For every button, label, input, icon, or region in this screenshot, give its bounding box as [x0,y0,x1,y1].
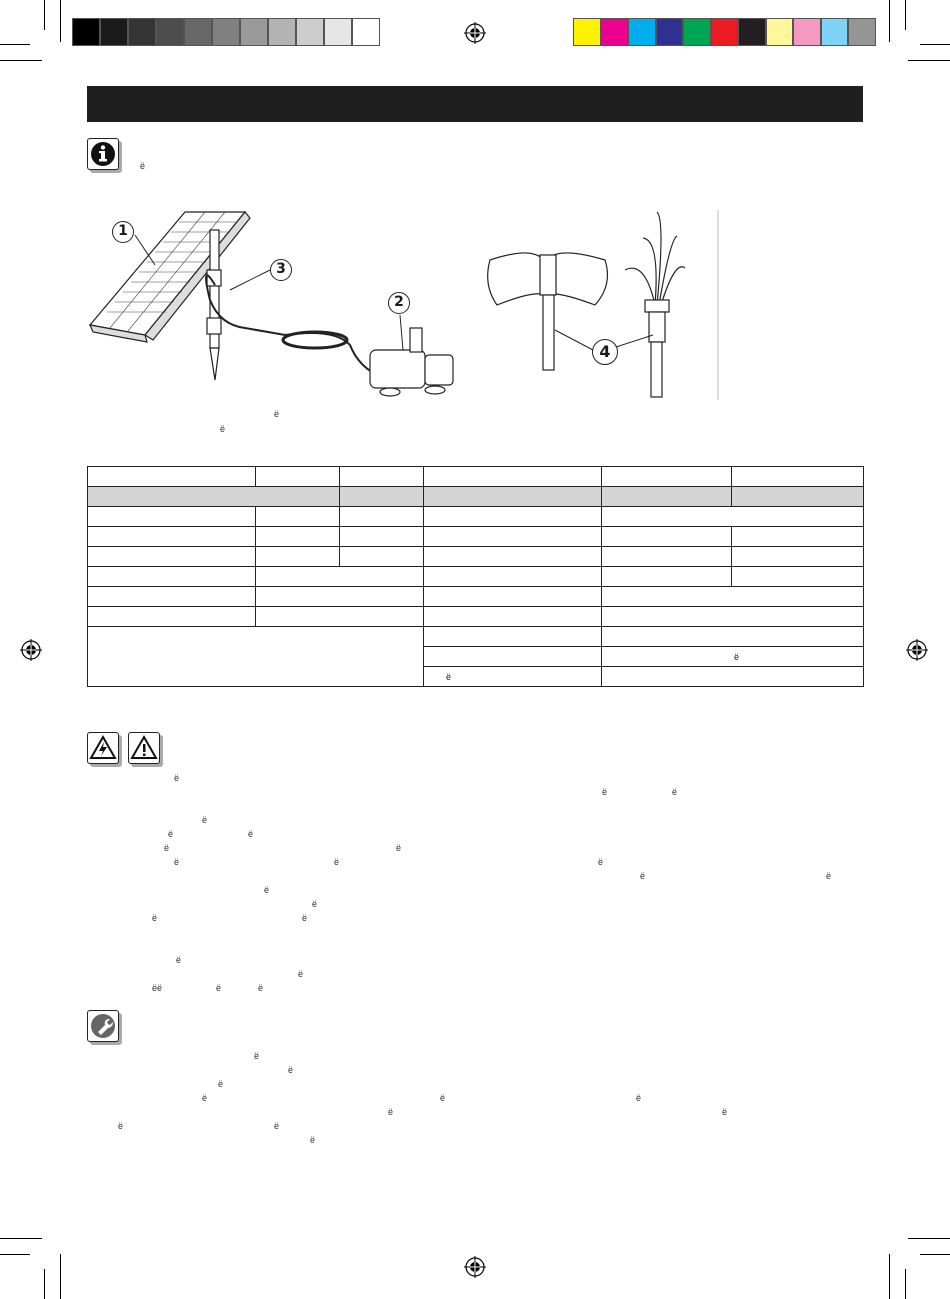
fountain-bell-drawing [488,253,608,370]
callout-2: 2 [388,292,410,314]
maintenance-text-glyph: ë [274,1121,280,1131]
gray-swatch [72,18,100,46]
maintenance-text-glyph: ë [440,1093,446,1103]
color-swatch [683,18,711,46]
warning-text-glyph: ë [640,871,646,881]
spec-table [87,466,864,687]
table-row [88,467,864,487]
warning-text-glyph: ë [672,787,678,797]
warning-text-glyph: ë [602,787,608,797]
registration-mark-top [464,22,486,44]
warning-text-glyph: ë [174,857,180,867]
gray-swatch [324,18,352,46]
table-row [88,607,864,627]
maintenance-text-glyph: ë [254,1051,260,1061]
warning-text-glyph: ë [826,871,832,881]
info-text-glyph: ë [140,161,146,171]
color-swatch [711,18,739,46]
gray-swatch [240,18,268,46]
maintenance-text-glyph: ë [722,1107,728,1117]
gray-swatch [184,18,212,46]
table-row [88,547,864,567]
warning-text-glyph: ë [302,913,308,923]
table-note-glyph: ë [446,672,452,682]
color-swatch [601,18,629,46]
maintenance-text-glyph: ë [636,1093,642,1103]
warning-text-glyph: ë [334,857,340,867]
gray-swatch [296,18,324,46]
gray-swatch [352,18,380,46]
fountain-spray-drawing [625,212,685,397]
maintenance-text-glyph: ë [118,1121,124,1131]
warning-icon [128,732,160,764]
warning-text-glyph: ë [258,983,264,993]
warning-text-glyph: ë [248,829,254,839]
warning-text-glyph: ë [598,857,604,867]
gray-swatch [156,18,184,46]
electric-hazard-icon [87,732,119,764]
section-header-bar [87,86,863,122]
table-row [88,507,864,527]
warning-text-glyph: ë [202,815,208,825]
maintenance-text-glyph: ë [218,1079,224,1089]
registration-mark-bottom [464,1256,486,1278]
color-swatch [573,18,601,46]
callout-4: 4 [592,339,618,365]
warning-text-glyph: ë [168,829,174,839]
warning-text-glyph: ë [264,885,270,895]
gray-swatch [128,18,156,46]
gray-swatch [100,18,128,46]
table-header-row [88,487,864,507]
warning-text-glyph: ëë [152,983,163,993]
callout-3: 3 [270,259,292,281]
maintenance-text-glyph: ë [310,1135,316,1145]
maintenance-text-glyph: ë [202,1093,208,1103]
info-icon [87,138,119,170]
color-swatch [656,18,684,46]
registration-mark-left [20,639,42,661]
registration-mark-right [906,639,928,661]
pump-drawing [370,328,453,396]
warning-text-glyph: ë [164,843,170,853]
color-swatch [738,18,766,46]
warning-text-glyph: ë [216,983,222,993]
table-row [88,567,864,587]
wrench-icon [87,1010,119,1042]
warning-text-glyph: ë [396,843,402,853]
caption-glyph: ë [274,409,280,419]
warning-text-glyph: ë [312,899,318,909]
maintenance-text-glyph: ë [288,1065,294,1075]
callout-1: 1 [112,221,134,243]
table-row [88,627,864,647]
caption-glyph: ë [220,424,226,434]
maintenance-text-glyph: ë [388,1107,394,1117]
color-swatch [848,18,876,46]
color-swatch [793,18,821,46]
warning-text-glyph: ë [152,913,158,923]
table-note-glyph: ë [734,652,740,662]
table-row [88,527,864,547]
warning-text-glyph: ë [298,969,304,979]
gray-swatch [212,18,240,46]
table-row [88,587,864,607]
color-swatch [628,18,656,46]
gray-swatch [268,18,296,46]
color-swatch [821,18,849,46]
warning-text-glyph: ë [176,955,182,965]
color-swatch [766,18,794,46]
cable-drawing [206,275,385,378]
warning-text-glyph: ë [174,773,180,783]
